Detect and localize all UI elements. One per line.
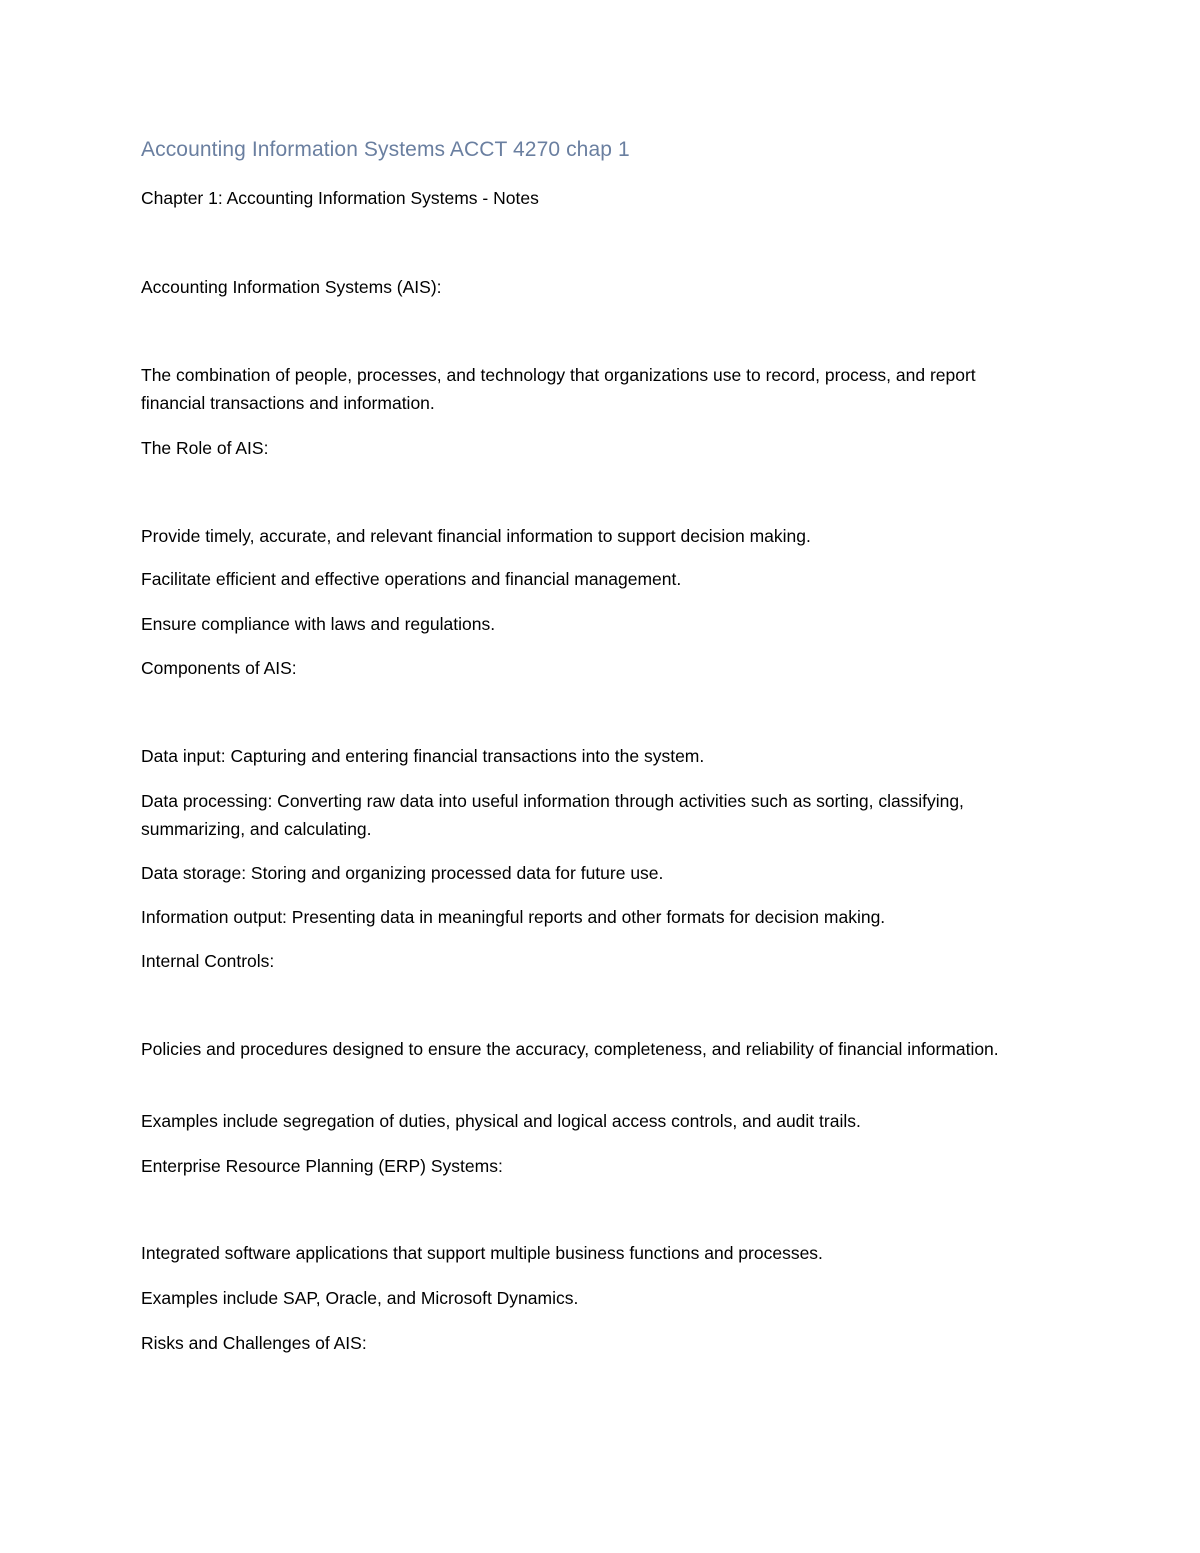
component-item: Data storage: Storing and organizing processed data for future use.	[141, 863, 664, 883]
risks-heading: Risks and Challenges of AIS:	[141, 1333, 367, 1353]
erp-heading: Enterprise Resource Planning (ERP) Systems:	[141, 1156, 503, 1176]
role-item: Ensure compliance with laws and regulations.	[141, 614, 496, 634]
controls-item: Policies and procedures designed to ensure the accuracy, completeness, and reliability of financial information.	[141, 1039, 999, 1059]
erp-item: Examples include SAP, Oracle, and Microsoft Dynamics.	[141, 1288, 579, 1308]
components-heading: Components of AIS:	[141, 658, 297, 678]
component-item: Information output: Presenting data in meaningful reports and other formats for decision making.	[141, 907, 886, 927]
role-item: Provide timely, accurate, and relevant financial information to support decision making.	[141, 526, 811, 546]
controls-item: Examples include segregation of duties, physical and logical access controls, and audit trails.	[141, 1111, 861, 1131]
role-item: Facilitate efficient and effective operations and financial management.	[141, 569, 682, 589]
role-heading: The Role of AIS:	[141, 438, 269, 458]
component-item: Data processing: Converting raw data into useful information through activities such as sorting, classifying, summarizing, and calculating.	[141, 791, 964, 839]
controls-heading: Internal Controls:	[141, 951, 275, 971]
erp-item: Integrated software applications that support multiple business functions and processes.	[141, 1243, 823, 1263]
component-item: Data input: Capturing and entering financial transactions into the system.	[141, 746, 705, 766]
document-subtitle: Chapter 1: Accounting Information Systems - Notes	[141, 188, 539, 208]
ais-definition: The combination of people, processes, and technology that organizations use to record, process, and report financial transactions and information.	[141, 365, 976, 413]
ais-heading: Accounting Information Systems (AIS):	[141, 277, 442, 297]
document-title: Accounting Information Systems ACCT 4270 chap 1	[141, 138, 630, 161]
